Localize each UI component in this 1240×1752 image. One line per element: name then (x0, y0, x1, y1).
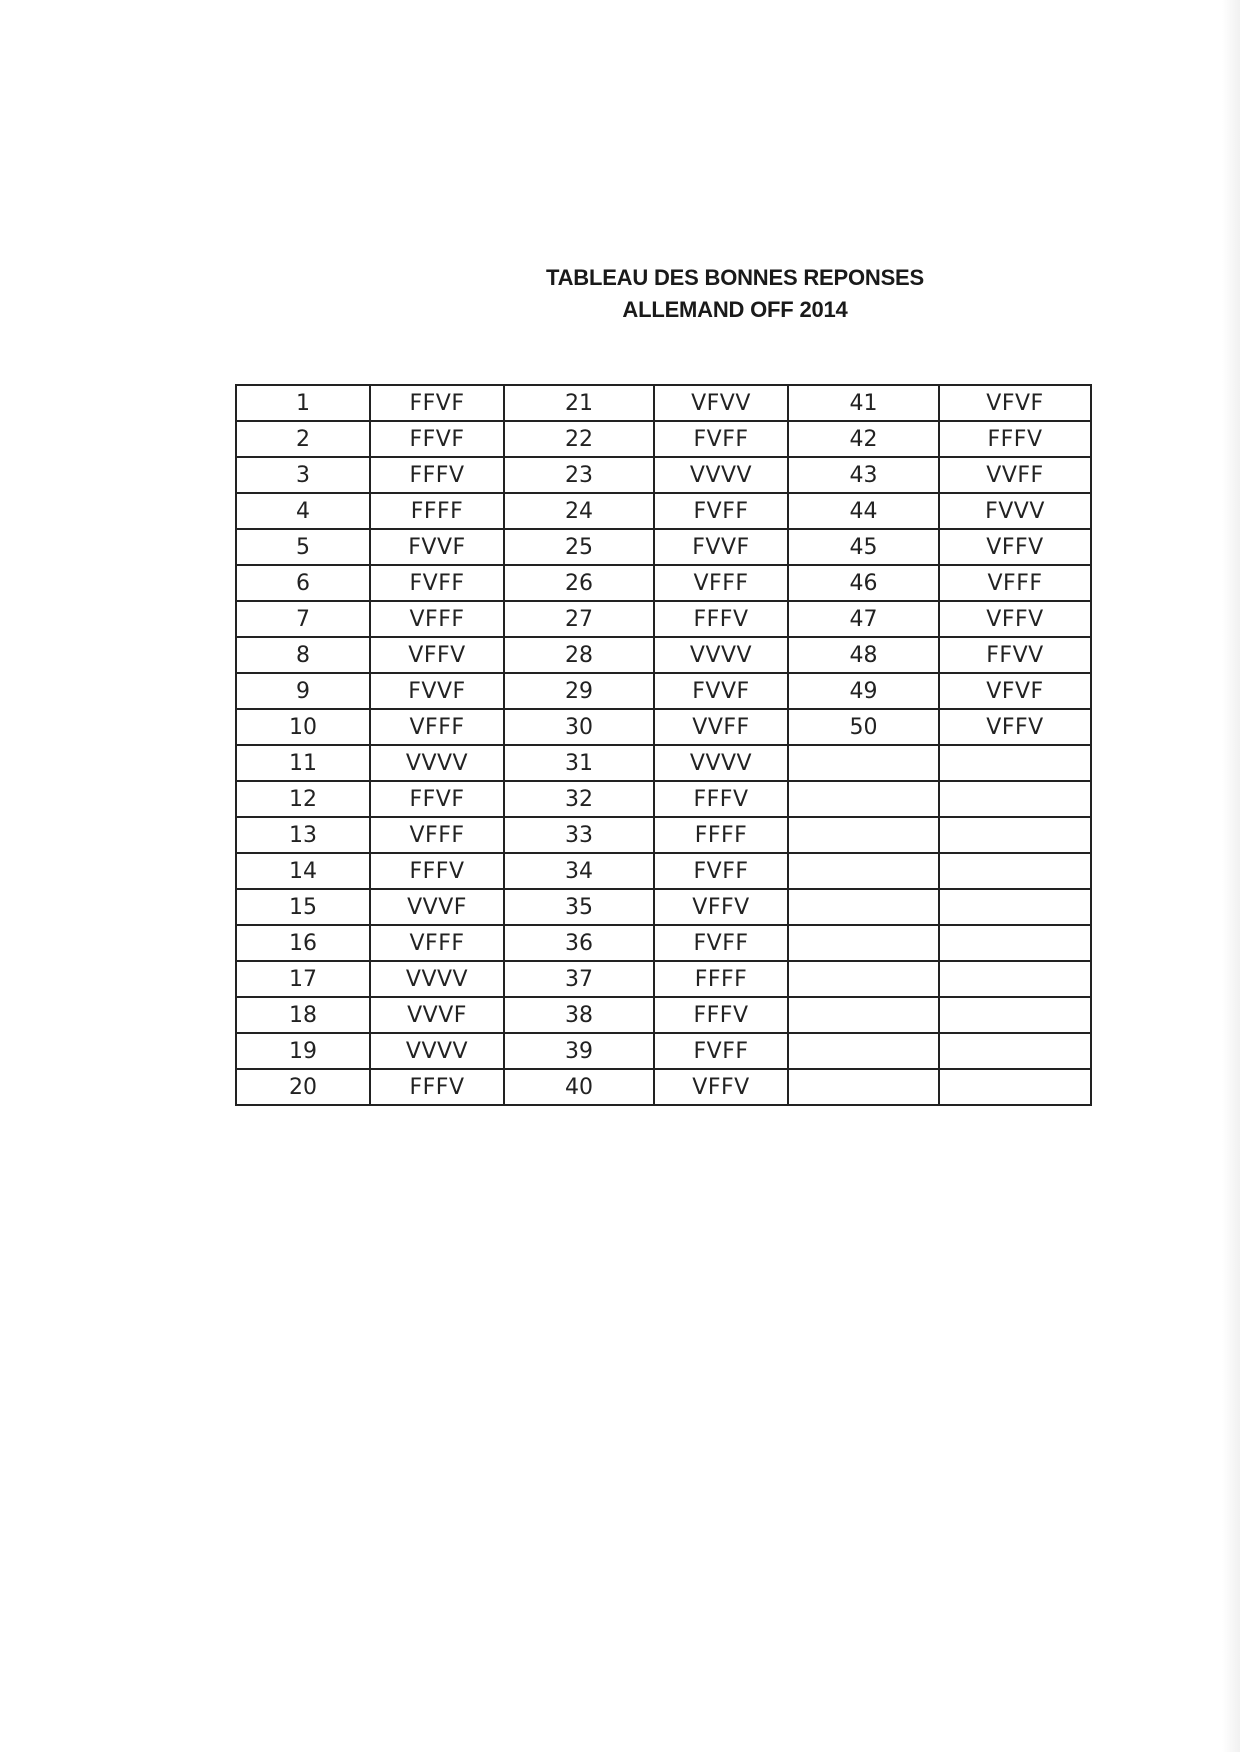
question-number-cell: 47 (788, 601, 939, 637)
answer-cell: VVVV (370, 961, 504, 997)
question-number-cell: 31 (504, 745, 654, 781)
answer-cell: VFFF (370, 925, 504, 961)
question-number-cell: 48 (788, 637, 939, 673)
answer-cell: FVVF (654, 673, 788, 709)
answer-cell: FFVF (370, 781, 504, 817)
table-row (236, 961, 1091, 997)
answer-cell: FVFF (654, 493, 788, 529)
question-number-cell: 32 (504, 781, 654, 817)
answer-cell: VFFV (370, 637, 504, 673)
question-number-cell: 27 (504, 601, 654, 637)
answer-cell: FFFF (370, 493, 504, 529)
question-number-cell: 36 (504, 925, 654, 961)
answer-cell: VFFV (654, 889, 788, 925)
question-number-cell: 4 (236, 493, 370, 529)
answer-cell: FFFV (370, 1069, 504, 1105)
answer-cell: FVVF (370, 529, 504, 565)
answer-cell: VFFV (939, 709, 1091, 745)
question-number-cell: 42 (788, 421, 939, 457)
answer-cell (939, 817, 1091, 853)
question-number-cell: 39 (504, 1033, 654, 1069)
question-number-cell: 18 (236, 997, 370, 1033)
question-number-cell: 40 (504, 1069, 654, 1105)
question-number-cell: 25 (504, 529, 654, 565)
question-number-cell: 3 (236, 457, 370, 493)
answer-cell: VFVF (939, 673, 1091, 709)
question-number-cell: 30 (504, 709, 654, 745)
answer-cell: VFVV (654, 385, 788, 421)
question-number-cell (788, 1069, 939, 1105)
question-number-cell (788, 925, 939, 961)
table-row (236, 1069, 1091, 1105)
question-number-cell: 11 (236, 745, 370, 781)
question-number-cell: 20 (236, 1069, 370, 1105)
question-number-cell: 6 (236, 565, 370, 601)
question-number-cell: 17 (236, 961, 370, 997)
question-number-cell: 9 (236, 673, 370, 709)
answer-cell: FFVV (939, 637, 1091, 673)
answer-cell: FFVF (370, 421, 504, 457)
page-subtitle: ALLEMAND OFF 2014 (622, 297, 848, 322)
answer-cell: FVVV (939, 493, 1091, 529)
answer-cell: VFFF (370, 817, 504, 853)
question-number-cell (788, 817, 939, 853)
table-row (236, 493, 1091, 529)
answers-table-body (236, 385, 1091, 1105)
table-row (236, 925, 1091, 961)
question-number-cell: 26 (504, 565, 654, 601)
question-number-cell: 49 (788, 673, 939, 709)
page-title: TABLEAU DES BONNES REPONSES (545, 265, 925, 290)
answer-cell: VFFV (939, 529, 1091, 565)
answer-cell: VFFF (370, 601, 504, 637)
question-number-cell: 22 (504, 421, 654, 457)
question-number-cell: 19 (236, 1033, 370, 1069)
question-number-cell: 14 (236, 853, 370, 889)
question-number-cell: 24 (504, 493, 654, 529)
answer-cell: VVVF (370, 997, 504, 1033)
answers-table (235, 384, 1092, 1106)
question-number-cell (788, 889, 939, 925)
table-row (236, 781, 1091, 817)
question-number-cell: 34 (504, 853, 654, 889)
answer-cell: VFVF (939, 385, 1091, 421)
answer-cell: FVFF (654, 1033, 788, 1069)
answer-cell: FFFV (654, 781, 788, 817)
question-number-cell: 12 (236, 781, 370, 817)
question-number-cell: 16 (236, 925, 370, 961)
question-number-cell (788, 853, 939, 889)
answer-cell: FVFF (370, 565, 504, 601)
answer-cell: FVVF (370, 673, 504, 709)
answer-cell (939, 1069, 1091, 1105)
question-number-cell: 5 (236, 529, 370, 565)
answer-cell: FFFV (370, 853, 504, 889)
question-number-cell: 38 (504, 997, 654, 1033)
table-row (236, 457, 1091, 493)
table-row (236, 385, 1091, 421)
answer-cell (939, 1033, 1091, 1069)
answer-cell: FFFV (654, 997, 788, 1033)
question-number-cell: 44 (788, 493, 939, 529)
question-number-cell: 1 (236, 385, 370, 421)
table-row (236, 817, 1091, 853)
table-row (236, 1033, 1091, 1069)
question-number-cell (788, 745, 939, 781)
question-number-cell: 50 (788, 709, 939, 745)
answer-cell: FFFV (654, 601, 788, 637)
answer-cell: FVFF (654, 853, 788, 889)
question-number-cell: 13 (236, 817, 370, 853)
answer-cell (939, 925, 1091, 961)
answer-cell: VFFF (370, 709, 504, 745)
answer-cell: VVVV (370, 745, 504, 781)
answer-cell: FVFF (654, 421, 788, 457)
question-number-cell: 35 (504, 889, 654, 925)
question-number-cell (788, 961, 939, 997)
answer-cell: FFFF (654, 961, 788, 997)
table-row (236, 529, 1091, 565)
question-number-cell: 7 (236, 601, 370, 637)
answer-cell: VFFF (654, 565, 788, 601)
answer-cell: VFFF (939, 565, 1091, 601)
table-row (236, 889, 1091, 925)
question-number-cell: 10 (236, 709, 370, 745)
question-number-cell: 29 (504, 673, 654, 709)
answer-cell: VVVV (370, 1033, 504, 1069)
question-number-cell (788, 997, 939, 1033)
question-number-cell: 33 (504, 817, 654, 853)
answer-cell: FFFF (654, 817, 788, 853)
question-number-cell: 28 (504, 637, 654, 673)
table-row (236, 709, 1091, 745)
question-number-cell (788, 781, 939, 817)
table-row (236, 421, 1091, 457)
answer-cell (939, 853, 1091, 889)
answer-cell (939, 997, 1091, 1033)
table-row (236, 565, 1091, 601)
title-block (0, 262, 1240, 326)
answer-cell: VFFV (654, 1069, 788, 1105)
answer-cell: FFVF (370, 385, 504, 421)
answer-cell: VVVV (654, 457, 788, 493)
answer-cell: FFFV (939, 421, 1091, 457)
question-number-cell: 37 (504, 961, 654, 997)
question-number-cell (788, 1033, 939, 1069)
answer-cell: VVFF (654, 709, 788, 745)
answer-cell (939, 781, 1091, 817)
answer-cell: VFFV (939, 601, 1091, 637)
table-row (236, 997, 1091, 1033)
table-row (236, 673, 1091, 709)
table-row (236, 637, 1091, 673)
answer-cell: FVVF (654, 529, 788, 565)
answer-cell: VVVV (654, 637, 788, 673)
question-number-cell: 45 (788, 529, 939, 565)
answer-cell: VVFF (939, 457, 1091, 493)
question-number-cell: 2 (236, 421, 370, 457)
question-number-cell: 8 (236, 637, 370, 673)
question-number-cell: 15 (236, 889, 370, 925)
table-row (236, 601, 1091, 637)
answer-cell (939, 889, 1091, 925)
question-number-cell: 21 (504, 385, 654, 421)
question-number-cell: 23 (504, 457, 654, 493)
table-row (236, 745, 1091, 781)
answer-cell: FFFV (370, 457, 504, 493)
answer-cell (939, 745, 1091, 781)
question-number-cell: 46 (788, 565, 939, 601)
question-number-cell: 41 (788, 385, 939, 421)
question-number-cell: 43 (788, 457, 939, 493)
answer-cell: VVVV (654, 745, 788, 781)
answer-cell: VVVF (370, 889, 504, 925)
answer-cell: FVFF (654, 925, 788, 961)
table-row (236, 853, 1091, 889)
answer-cell (939, 961, 1091, 997)
